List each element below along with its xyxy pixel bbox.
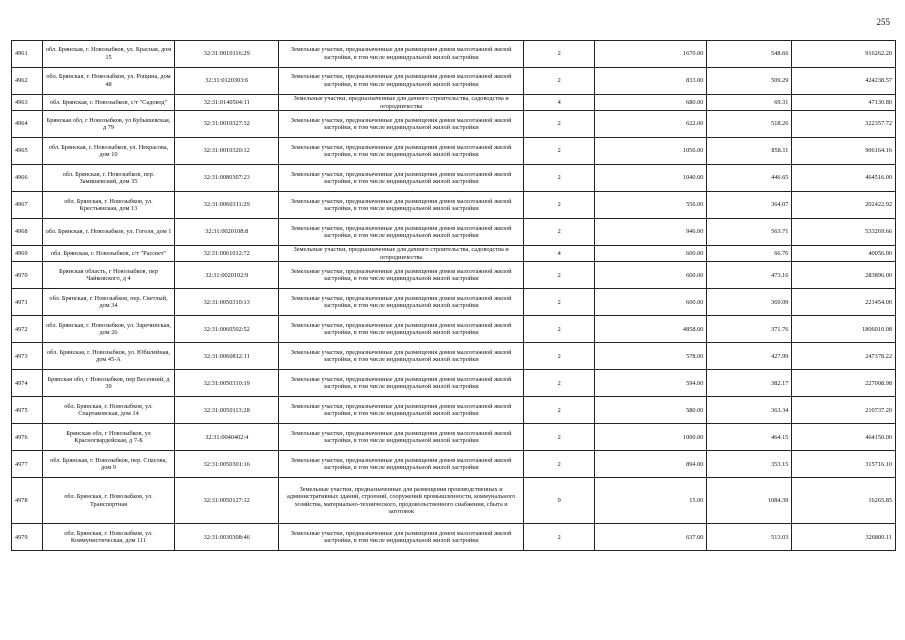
row-number: 4976 [12, 424, 43, 451]
land-use-cell: Земельные участки, предназначенные для размещения домов малоэтажной жилой застройки, в том числе индивидуальной жилой застройки [279, 424, 524, 451]
address-cell: обл. Брянская, г. Новозыбков, ул. Красная, дом 15 [42, 41, 175, 68]
row-number: 4968 [12, 219, 43, 246]
use-code-cell: 9 [524, 478, 595, 524]
address-cell: обл. Брянская, г. Новозыбков, ул. Рощина, дом 48 [42, 68, 175, 95]
address-cell: обл. Брянская, г. Новозыбков, ул. Транспортная [42, 478, 175, 524]
cadastral-value-cell: 464150.00 [792, 424, 896, 451]
area-cell: 580.00 [595, 397, 707, 424]
specific-value-cell: 369.09 [707, 289, 792, 316]
row-number: 4977 [12, 451, 43, 478]
area-cell: 1000.00 [595, 424, 707, 451]
land-use-cell: Земельные участки, предназначенные для размещения домов малоэтажной жилой застройки, в том числе индивидуальной жилой застройки [279, 68, 524, 95]
cadastral-value-cell: 210737.20 [792, 397, 896, 424]
cadastral-number-cell: 32:31:0010327:32 [175, 111, 279, 138]
cadastral-number-cell: 32:31:0120303:6 [175, 68, 279, 95]
cadastral-number-cell: 32:31:0050113:28 [175, 397, 279, 424]
cadastral-number-cell: 32:31:0060502:52 [175, 316, 279, 343]
cadastral-number-cell: 32:31:0050310:13 [175, 289, 279, 316]
land-use-cell: Земельные участки, предназначенные для размещения домов малоэтажной жилой застройки, в том числе индивидуальной жилой застройки [279, 165, 524, 192]
specific-value-cell: 513.03 [707, 524, 792, 551]
table-row [12, 397, 896, 424]
cadastral-number-cell: 32:31:0020108:8 [175, 219, 279, 246]
specific-value-cell: 563.71 [707, 219, 792, 246]
specific-value-cell: 446.65 [707, 165, 792, 192]
specific-value-cell: 364.07 [707, 192, 792, 219]
use-code-cell: 2 [524, 343, 595, 370]
specific-value-cell: 518.26 [707, 111, 792, 138]
row-number: 4961 [12, 41, 43, 68]
specific-value-cell: 427.99 [707, 343, 792, 370]
specific-value-cell: 382.17 [707, 370, 792, 397]
address-cell: обл. Брянская, г. Новозыбков, ул. Юбилейная, дом 45-А [42, 343, 175, 370]
cadastral-value-cell: 40056.00 [792, 246, 896, 262]
row-number: 4966 [12, 165, 43, 192]
land-use-cell: Земельные участки, предназначенные для размещения домов малоэтажной жилой застройки, в том числе индивидуальной жилой застройки [279, 219, 524, 246]
cadastral-number-cell: 32:31:0030308:46 [175, 524, 279, 551]
cadastral-number-cell: 32:31:0080307:23 [175, 165, 279, 192]
use-code-cell: 4 [524, 246, 595, 262]
address-cell: обл. Брянская, г. Новозыбков, пер. Замишевский, дом 35 [42, 165, 175, 192]
specific-value-cell: 69.31 [707, 95, 792, 111]
area-cell: 680.00 [595, 95, 707, 111]
area-cell: 594.00 [595, 370, 707, 397]
table-row [12, 451, 896, 478]
address-cell: Брянская обл, г Новозыбков, пер Весенний, д 39 [42, 370, 175, 397]
table-row [12, 424, 896, 451]
cadastral-value-cell: 16265.85 [792, 478, 896, 524]
row-number: 4972 [12, 316, 43, 343]
row-number: 4978 [12, 478, 43, 524]
area-cell: 15.00 [595, 478, 707, 524]
table-row [12, 246, 896, 262]
specific-value-cell: 509.29 [707, 68, 792, 95]
table-row [12, 370, 896, 397]
cadastral-number-cell: 32:31:0010320:12 [175, 138, 279, 165]
area-cell: 1056.00 [595, 138, 707, 165]
cadastral-value-table [11, 40, 896, 551]
use-code-cell: 2 [524, 424, 595, 451]
cadastral-value-cell: 221454.00 [792, 289, 896, 316]
area-cell: 946.00 [595, 219, 707, 246]
specific-value-cell: 473.16 [707, 262, 792, 289]
land-use-cell: Земельные участки, предназначенные для дачного строительства, садоводства и огородничества [279, 95, 524, 111]
cadastral-value-cell: 916262.20 [792, 41, 896, 68]
table-row [12, 478, 896, 524]
table-row [12, 262, 896, 289]
specific-value-cell: 363.34 [707, 397, 792, 424]
specific-value-cell: 548.66 [707, 41, 792, 68]
use-code-cell: 2 [524, 370, 595, 397]
cadastral-value-cell: 47130.80 [792, 95, 896, 111]
land-use-cell: Земельные участки, предназначенные для размещения домов малоэтажной жилой застройки, в том числе индивидуальной жилой застройки [279, 192, 524, 219]
cadastral-value-cell: 202422.92 [792, 192, 896, 219]
cadastral-number-cell: 32:31:0140504:11 [175, 95, 279, 111]
table-row [12, 41, 896, 68]
land-use-cell: Земельные участки, предназначенные для размещения домов малоэтажной жилой застройки, в том числе индивидуальной жилой застройки [279, 262, 524, 289]
cadastral-value-cell: 227008.98 [792, 370, 896, 397]
land-use-cell: Земельные участки, предназначенные для размещения домов малоэтажной жилой застройки, в том числе индивидуальной жилой застройки [279, 397, 524, 424]
address-cell: обл. Брянская, г. Новозыбков, пер. Спасова, дом 9 [42, 451, 175, 478]
address-cell: обл. Брянская, г. Новозыбков, ул. Коммунистическая, дом 111 [42, 524, 175, 551]
use-code-cell: 2 [524, 138, 595, 165]
use-code-cell: 2 [524, 41, 595, 68]
land-use-cell: Земельные участки, предназначенные для дачного строительства, садоводства и огородничества [279, 246, 524, 262]
land-use-cell: Земельные участки, предназначенные для размещения производственных и административных зданий, строений, сооружений промышленности, коммунального хозяйства, материально-технического, продовольственного снабжения, сбыта и заготовок [279, 478, 524, 524]
specific-value-cell: 66.76 [707, 246, 792, 262]
address-cell: Брянская обл, г Новозыбков, ул Кубышевская, д 79 [42, 111, 175, 138]
area-cell: 1040.00 [595, 165, 707, 192]
use-code-cell: 2 [524, 289, 595, 316]
table-row [12, 219, 896, 246]
table-row [12, 192, 896, 219]
cadastral-number-cell: 32:31:0061012:72 [175, 246, 279, 262]
area-cell: 622.00 [595, 111, 707, 138]
area-cell: 600.00 [595, 246, 707, 262]
land-use-cell: Земельные участки, предназначенные для размещения домов малоэтажной жилой застройки, в том числе индивидуальной жилой застройки [279, 138, 524, 165]
land-use-cell: Земельные участки, предназначенные для размещения домов малоэтажной жилой застройки, в том числе индивидуальной жилой застройки [279, 343, 524, 370]
use-code-cell: 2 [524, 262, 595, 289]
address-cell: обл. Брянская, г. Новозыбков, ул. Крестьянская, дом 13 [42, 192, 175, 219]
use-code-cell: 2 [524, 68, 595, 95]
use-code-cell: 2 [524, 192, 595, 219]
area-cell: 637.00 [595, 524, 707, 551]
page-number: 255 [876, 17, 890, 27]
use-code-cell: 2 [524, 524, 595, 551]
row-number: 4962 [12, 68, 43, 95]
address-cell: обл. Брянская, г. Новозыбков, ул. Заречинская, дом 26 [42, 316, 175, 343]
cadastral-number-cell: 32:31:0060812:11 [175, 343, 279, 370]
use-code-cell: 2 [524, 316, 595, 343]
land-use-cell: Земельные участки, предназначенные для размещения домов малоэтажной жилой застройки, в том числе индивидуальной жилой застройки [279, 524, 524, 551]
area-cell: 556.00 [595, 192, 707, 219]
cadastral-value-cell: 424238.57 [792, 68, 896, 95]
row-number: 4969 [12, 246, 43, 262]
specific-value-cell: 858.11 [707, 138, 792, 165]
address-cell: обл. Брянская, г. Новозыбков, ул. Гоголя, дом 1 [42, 219, 175, 246]
specific-value-cell: 371.76 [707, 316, 792, 343]
area-cell: 600.00 [595, 262, 707, 289]
area-cell: 600.00 [595, 289, 707, 316]
row-number: 4979 [12, 524, 43, 551]
land-use-cell: Земельные участки, предназначенные для размещения домов малоэтажной жилой застройки, в том числе индивидуальной жилой застройки [279, 370, 524, 397]
row-number: 4963 [12, 95, 43, 111]
row-number: 4971 [12, 289, 43, 316]
address-cell: обл. Брянская, г. Новозыбков, пер. Светлый, дом 34 [42, 289, 175, 316]
specific-value-cell: 353.15 [707, 451, 792, 478]
table-row [12, 289, 896, 316]
specific-value-cell: 1084.39 [707, 478, 792, 524]
cadastral-number-cell: 32:31:0040402:4 [175, 424, 279, 451]
cadastral-number-cell: 32:31:0050310:19 [175, 370, 279, 397]
use-code-cell: 2 [524, 219, 595, 246]
cadastral-value-cell: 464516.00 [792, 165, 896, 192]
cadastral-number-cell: 32:31:0050301:16 [175, 451, 279, 478]
area-cell: 1670.00 [595, 41, 707, 68]
table-row [12, 95, 896, 111]
area-cell: 4858.00 [595, 316, 707, 343]
area-cell: 894.00 [595, 451, 707, 478]
land-use-cell: Земельные участки, предназначенные для размещения домов малоэтажной жилой застройки, в том числе индивидуальной жилой застройки [279, 316, 524, 343]
cadastral-value-cell: 533269.66 [792, 219, 896, 246]
row-number: 4970 [12, 262, 43, 289]
land-use-cell: Земельные участки, предназначенные для размещения домов малоэтажной жилой застройки, в том числе индивидуальной жилой застройки [279, 111, 524, 138]
row-number: 4973 [12, 343, 43, 370]
use-code-cell: 2 [524, 397, 595, 424]
cadastral-number-cell: 32:31:0010116:29 [175, 41, 279, 68]
row-number: 4964 [12, 111, 43, 138]
area-cell: 578.00 [595, 343, 707, 370]
row-number: 4974 [12, 370, 43, 397]
table-row [12, 316, 896, 343]
address-cell: Брянская обл, г Новозыбков, ул Красногвардейская, д 7-Б [42, 424, 175, 451]
use-code-cell: 2 [524, 165, 595, 192]
cadastral-value-cell: 315716.10 [792, 451, 896, 478]
land-use-cell: Земельные участки, предназначенные для размещения домов малоэтажной жилой застройки, в том числе индивидуальной жилой застройки [279, 41, 524, 68]
cadastral-value-cell: 1806010.08 [792, 316, 896, 343]
use-code-cell: 2 [524, 111, 595, 138]
land-use-cell: Земельные участки, предназначенные для размещения домов малоэтажной жилой застройки, в том числе индивидуальной жилой застройки [279, 451, 524, 478]
specific-value-cell: 464.15 [707, 424, 792, 451]
table-row [12, 165, 896, 192]
address-cell: обл. Брянская, г. Новозыбков, ул. Некрасова, дом 10 [42, 138, 175, 165]
cadastral-value-cell: 322357.72 [792, 111, 896, 138]
cadastral-number-cell: 32:31:0050127:12 [175, 478, 279, 524]
cadastral-number-cell: 32:31:0020102:9 [175, 262, 279, 289]
area-cell: 833.00 [595, 68, 707, 95]
cadastral-number-cell: 32:31:0060311:29 [175, 192, 279, 219]
address-cell: обл. Брянская, г. Новозыбков, с/т "Рассвет" [42, 246, 175, 262]
cadastral-value-cell: 283896.00 [792, 262, 896, 289]
use-code-cell: 2 [524, 451, 595, 478]
row-number: 4965 [12, 138, 43, 165]
address-cell: обл. Брянская, г. Новозыбков, ул. Спартаковская, дом 14 [42, 397, 175, 424]
cadastral-value-cell: 247378.22 [792, 343, 896, 370]
table-row [12, 111, 896, 138]
row-number: 4967 [12, 192, 43, 219]
table-row [12, 524, 896, 551]
cadastral-value-cell: 906164.16 [792, 138, 896, 165]
address-cell: обл. Брянская, г. Новозыбков, с/т "Садовод" [42, 95, 175, 111]
row-number: 4975 [12, 397, 43, 424]
table-row [12, 138, 896, 165]
land-use-cell: Земельные участки, предназначенные для размещения домов малоэтажной жилой застройки, в том числе индивидуальной жилой застройки [279, 289, 524, 316]
address-cell: Брянская область, г Новозыбков, пер Чайковского, д 4 [42, 262, 175, 289]
table-row [12, 68, 896, 95]
cadastral-value-cell: 326800.11 [792, 524, 896, 551]
table-row [12, 343, 896, 370]
use-code-cell: 4 [524, 95, 595, 111]
